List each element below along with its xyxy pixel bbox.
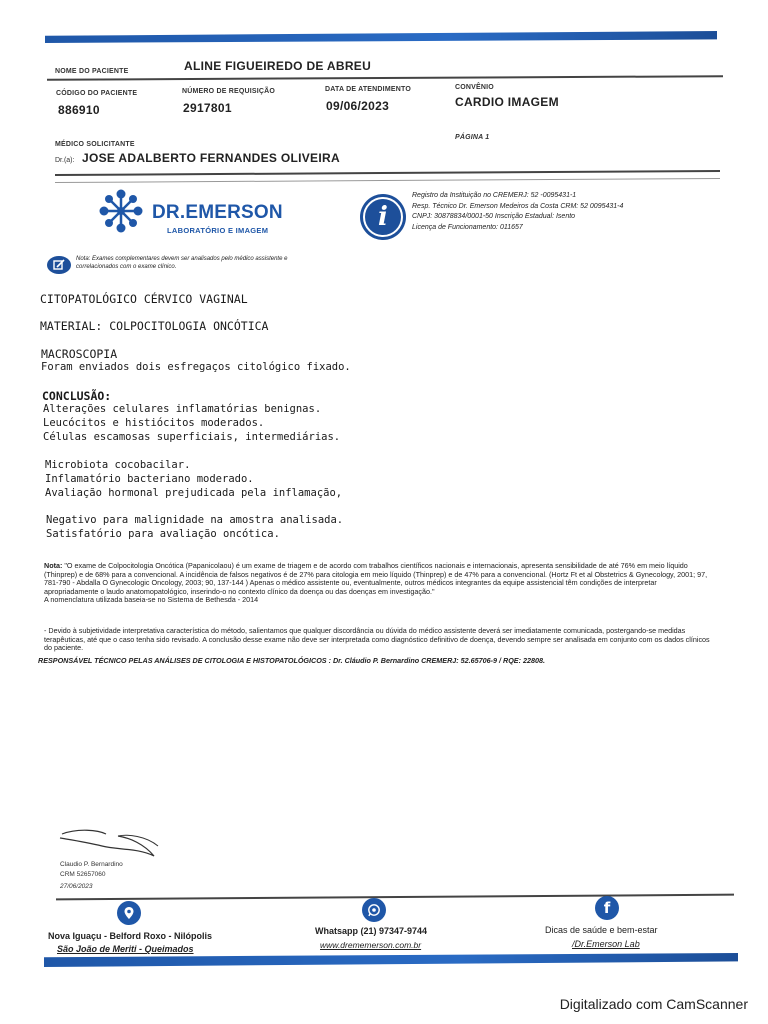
doctor-prefix: Dr.(a): [55, 157, 75, 164]
responsible-technician: RESPONSÁVEL TÉCNICO PELAS ANÁLISES DE CITOLOGIA E HISTOPATOLÓGICOS : Dr. Cláudio P. Bernardino CREMERJ: 52.65706-9 / RQE: 22808. [38, 656, 545, 665]
signature-name: Claudio P. Bernardino [60, 861, 123, 868]
request-number-label: NÚMERO DE REQUISIÇÃO [182, 88, 276, 95]
report-title: CITOPATOLÓGICO CÉRVICO VAGINAL [40, 292, 248, 306]
logo-icon [96, 186, 146, 236]
divider-2 [55, 170, 720, 176]
lab-info-line: CNPJ: 30878834/0001-50 Inscrição Estadual: Isento [412, 213, 576, 220]
note-1-label: Nota: [44, 561, 63, 570]
macroscopy-title: MACROSCOPIA [41, 347, 118, 361]
footer-website: www.drememerson.com.br [320, 940, 422, 950]
footer-social-2: /Dr.Emerson Lab [572, 939, 640, 949]
scanner-watermark: Digitalizado com CamScanner [559, 996, 748, 1012]
patient-code: 886910 [58, 103, 100, 117]
info-icon: i [360, 194, 406, 240]
footer-divider [56, 894, 734, 901]
doctor-name: JOSE ADALBERTO FERNANDES OLIVEIRA [82, 151, 340, 165]
divider-2-thin [55, 178, 720, 183]
lab-subtitle: LABORATÓRIO E IMAGEM [167, 226, 269, 235]
location-icon [117, 901, 141, 925]
signature-date: 27/06/2023 [60, 883, 93, 890]
final-line: Satisfatório para avaliação oncótica. [46, 528, 280, 540]
microbiota-line: Avaliação hormonal prejudicada pela inflamação, [45, 487, 343, 499]
lab-info [412, 191, 623, 233]
patient-name-label: NOME DO PACIENTE [55, 68, 129, 75]
lab-info-line: Registro da Instituição no CREMERJ: 52 -0095431-1 [412, 192, 577, 199]
note-1 [44, 562, 712, 605]
conclusion-line: Células escamosas superficiais, intermediárias. [43, 431, 341, 443]
conclusion-line: Leucócitos e histiócitos moderados. [43, 417, 265, 429]
conclusion-title: CONCLUSÃO: [42, 389, 112, 403]
notice-icon [47, 256, 71, 274]
patient-name: ALINE FIGUEIREDO DE ABREU [184, 59, 372, 73]
divider-1 [47, 75, 723, 81]
footer-whatsapp: Whatsapp (21) 97347-9744 [315, 926, 428, 936]
patient-code-label: CÓDIGO DO PACIENTE [56, 90, 138, 97]
footer-location-1: Nova Iguaçu - Belford Roxo - Nilópolis [48, 931, 213, 941]
macroscopy-text: Foram enviados dois esfregaços citológico fixado. [41, 361, 351, 373]
footer-location-2: São João de Meriti - Queimados [57, 944, 194, 954]
conclusion-line: Alterações celulares inflamatórias benignas. [43, 403, 322, 415]
final-line: Negativo para malignidade na amostra analisada. [46, 514, 344, 526]
service-date: 09/06/2023 [326, 99, 390, 113]
footer-social-1: Dicas de saúde e bem-estar [545, 925, 658, 935]
microbiota-line: Inflamatório bacteriano moderado. [45, 473, 254, 485]
note-1-text: "O exame de Colpocitologia Oncótica (Papanicolaou) é um exame de triagem e de acordo com trabalhos científicos nacionais e internacionais, apresenta sensibilidade de até 76% em meio líquido (Thinprep) e de 68% para a convencional. A incidência de falsos negativos é de 27% para citologia em meio líquido (Thinprep) e de 47% para a convencional. (Hortz Ft et al Obstetrics & Gynecology, 2001; 97, 781-790 - Abdalla O Gynecologic Oncology, 2003; 90, 137-144 ) Apenas o médico assistente ou, eventualmente, outros médicos integrantes da equipe assistencial têm condições de interpretar apropriadamente o laudo anatomopatológico, inserindo-o no contexto clínico da doença ou das doenças em investigação." [44, 561, 708, 596]
microbiota-line: Microbiota cocobacilar. [45, 459, 191, 471]
notice-text: Nota: Exames complementares devem ser analisados pelo médico assistente e correlacionados com o exame clínico. [76, 256, 288, 270]
note-2: - Devido à subjetividade interpretativa característica do método, salientamos que qualquer discordância ou dúvida do médico assistente deverá ser imediatamente comunicada, postergando-se medidas terapêuticas, até que o caso tenha sido revisado. A conclusão desse exame não deve ser interpretada como diagnóstico definitivo de doença, devendo sempre ser analisada em conjunto com os dados clínicos do paciente. [44, 626, 710, 653]
whatsapp-icon [362, 898, 386, 922]
signature-crm: CRM 52657060 [60, 871, 106, 878]
insurance: CARDIO IMAGEM [455, 95, 559, 109]
lab-name: DR.EMERSON [152, 202, 283, 223]
top-bar [45, 31, 717, 43]
doctor-label: MÉDICO SOLICITANTE [55, 141, 135, 148]
lab-info-line: Licença de Funcionamento: 011657 [412, 223, 523, 231]
service-date-label: DATA DE ATENDIMENTO [325, 86, 411, 93]
request-number: 2917801 [183, 101, 232, 115]
report-material: MATERIAL: COLPOCITOLOGIA ONCÓTICA [40, 319, 269, 333]
note-1-tail: A nomenclatura utilizada baseia-se no Sistema de Bethesda - 2014 [44, 595, 259, 605]
page-label: PÁGINA 1 [455, 134, 490, 141]
bottom-bar [44, 953, 738, 967]
signature-mark [58, 826, 168, 862]
lab-info-line: Resp. Técnico Dr. Emerson Medeiros da Costa CRM: 52 0095431-4 [412, 202, 624, 210]
facebook-icon: f [595, 896, 619, 920]
insurance-label: CONVÊNIO [455, 84, 494, 91]
